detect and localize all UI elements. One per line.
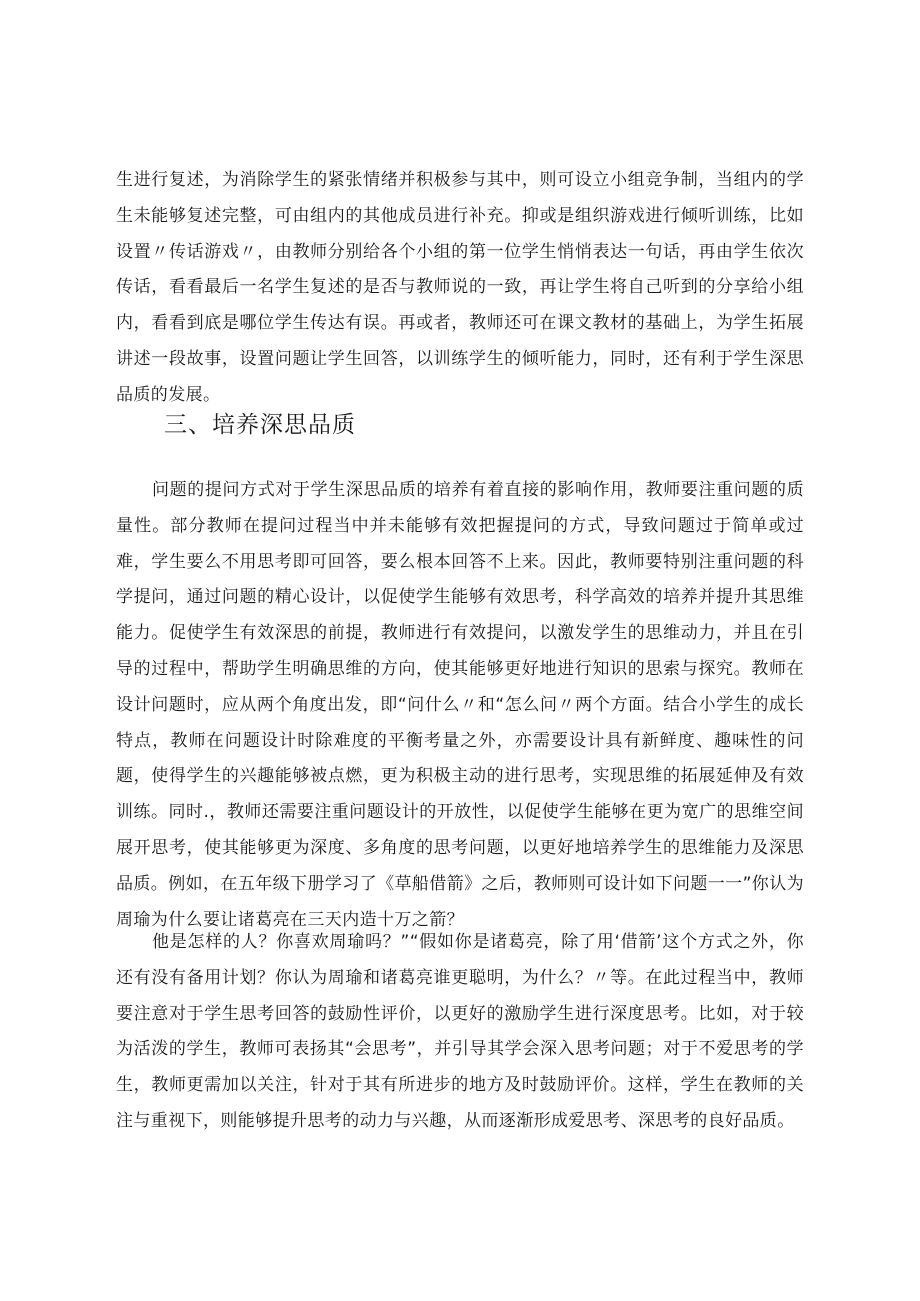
- paragraph-1: 生进行复述，为消除学生的紧张情绪并积极参与其中，则可设立小组竞争制，当组内的学生未能够复述完整，可由组内的其他成员进行补充。抑或是组织游戏进行倾听训练，比如设置〃传话游戏〃，由教师分别给各个小组的第一位学生悄悄表达一句话，再由学生依次传话，看看最后一名学生复述的是否与教师说的一致，再让学生将自己听到的分享给小组内，看看到底是哪位学生传达有误。再或者，教师还可在课文教材的基础上，为学生拓展讲述一段故事，设置问题让学生回答，以训练学生的倾听能力，同时，还有利于学生深思品质的发展。: [116, 170, 804, 405]
- paragraph-2: 问题的提问方式对于学生深思品质的培养有着直接的影响作用，教师要注重问题的质量性。部分教师在提问过程当中并未能够有效把握提问的方式，导致问题过于简单或过难，学生要么不用思考即可回答，要么根本回答不上来。因此，教师要特别注重问题的科学提问，通过问题的精心设计，以促使学生能够有效思考，科学高效的培养并提升其思维能力。促使学生有效深思的前提，教师进行有效提问，以激发学生的思维动力，并且在引导的过程中，帮助学生明确思维的方向，使其能够更好地进行知识的思索与探究。教师在设计问题时，应从两个角度出发，即“问什么〃和“怎么问〃两个方面。结合小学生的成长特点，教师在问题设计时除难度的平衡考量之外，亦需要设计具有新鲜度、趣味性的问题，使得学生的兴趣能够被点燃，更为积极主动的进行思考，实现思维的拓展延伸及有效训练。同时.，教师还需要注重问题设计的开放性，以促使学生能够在更为宽广的思维空间展开思考，使其能够更为深度、多角度的思考问题，以更好地培养学生的思维能力及深思品质。例如，在五年级下册学习了《草船借箭》之后，教师则可设计如下问题一一”你认为周瑜为什么要让诸葛亮在三天内造十万之箭？: [116, 480, 804, 930]
- paragraph-3: 他是怎样的人？你喜欢周瑜吗？”“假如你是诸葛亮，除了用‘借箭’这个方式之外，你还有没有备用计划？你认为周瑜和诸葛亮谁更聪明，为什么？〃等。在此过程当中，教师要注意对于学生思考回答的鼓励性评价，以更好的激励学生进行深度思考。比如，对于较为活泼的学生，教师可表扬其“会思考”，并引导其学会深入思考问题；对于不爱思考的学生，教师更需加以关注，针对于其有所进步的地方及时鼓励评价。这样，学生在教师的关注与重视下，则能够提升思考的动力与兴趣，从而逐渐形成爱思考、深思考的良好品质。: [116, 932, 804, 1131]
- section-heading: 三、培养深思品质: [164, 412, 356, 438]
